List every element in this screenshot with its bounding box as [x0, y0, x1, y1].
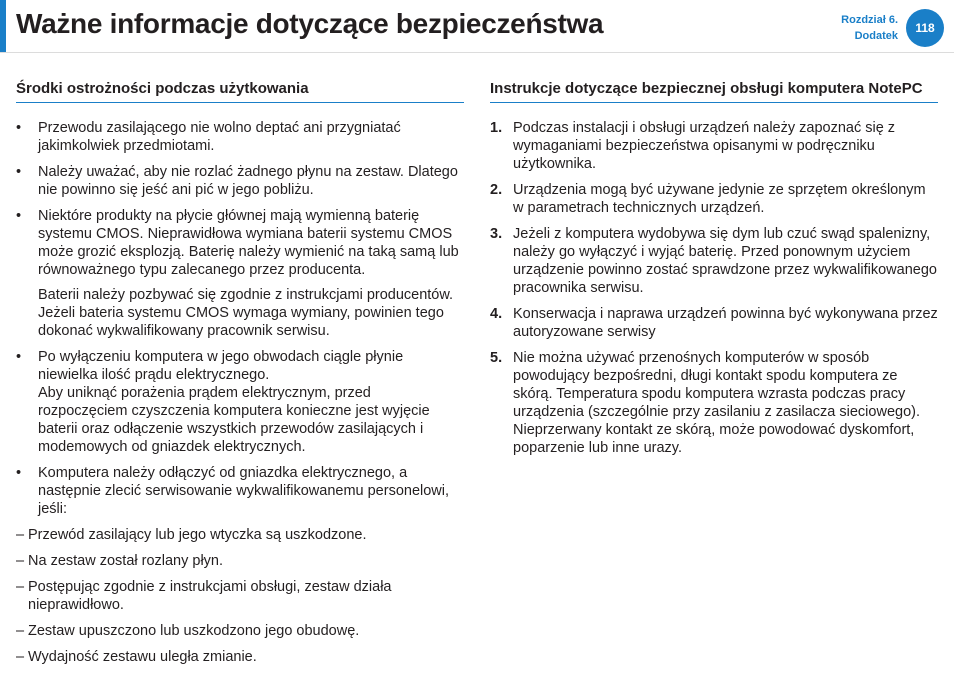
dash-item-text: Zestaw upuszczono lub uszkodzono jego obudowę.	[28, 623, 360, 639]
dash-item-text: Na zestaw został rozlany płyn.	[28, 553, 224, 569]
header-divider	[0, 52, 954, 53]
header-accent-bar	[0, 0, 6, 52]
step-number: 4.	[490, 306, 503, 322]
step-item	[490, 181, 938, 217]
dash-marker: –	[16, 623, 25, 639]
bullet-marker: •	[16, 208, 22, 224]
list-item-extra-text: Aby uniknąć porażenia prądem elektrycznym, przed rozpoczęciem czyszczenia komputera konieczne jest wyjęcie baterii oraz odłączenie wszystkich przewodów zasilających i modemowych od gniazdek elektrycznych.	[38, 385, 430, 455]
dash-item	[16, 622, 464, 640]
list-item	[16, 163, 464, 199]
step-text: Jeżeli z komputera wydobywa się dym lub czuć swąd spalenizny, należy go wyłączyć i wyjąć baterię. Przed ponownym użyciem urządzenie powinno zostać sprawdzone przez wykwalifikowanego pracownika serwisu.	[513, 226, 937, 296]
dash-marker: –	[16, 649, 25, 665]
step-text: Podczas instalacji i obsługi urządzeń należy zapoznać się z wymaganiami bezpieczeństwa opisanymi w podręczniku użytkownika.	[513, 120, 896, 172]
dash-item-text: Przewód zasilający lub jego wtyczka są uszkodzone.	[28, 527, 367, 543]
dash-item	[16, 526, 464, 544]
bullet-marker: •	[16, 349, 22, 365]
bullet-marker: •	[16, 465, 22, 481]
list-item-text: Komputera należy odłączyć od gniazdka elektrycznego, a następnie zlecić serwisowanie wykwalifikowanemu personelowi, jeśli:	[38, 465, 450, 517]
dash-item	[16, 648, 464, 666]
list-item	[16, 119, 464, 155]
list-item-text: Po wyłączeniu komputera w jego obwodach ciągle płynie niewielka ilość prądu elektrycznego.	[38, 349, 404, 383]
chapter-label	[841, 12, 898, 44]
service-conditions-list	[16, 526, 464, 666]
step-number: 5.	[490, 350, 503, 366]
list-item	[16, 207, 464, 340]
bullet-marker: •	[16, 120, 22, 136]
step-text: Urządzenia mogą być używane jedynie ze sprzętem określonym w parametrach technicznych urządzeń.	[513, 182, 926, 216]
dash-item	[16, 578, 464, 614]
list-item-text: Przewodu zasilającego nie wolno deptać ani przygniatać jakimkolwiek przedmiotami.	[38, 120, 401, 154]
section-heading-safe-handling: Instrukcje dotyczące bezpiecznej obsługi komputera NotePC	[490, 78, 938, 103]
dash-item	[16, 552, 464, 570]
dash-marker: –	[16, 553, 25, 569]
step-item	[490, 349, 938, 457]
left-column	[16, 78, 464, 674]
safe-handling-steps	[490, 119, 938, 457]
chapter-name: Dodatek	[854, 30, 898, 42]
dash-marker: –	[16, 579, 25, 595]
list-item	[16, 464, 464, 518]
step-text: Nie można używać przenośnych komputerów w sposób powodujący bezpośredni, długi kontakt spodu komputera ze skórą. Temperatura spodu komputera wzrasta podczas pracy urządzenia (szczególnie przy zasilaniu z zasilacza sieciowego). Nieprzerwany kontakt ze skórą, może powodować dyskomfort, poparzenie lub inne urazy.	[513, 350, 920, 456]
list-item-text: Niektóre produkty na płycie głównej mają wymienną baterię systemu CMOS. Nieprawidłowa wymiana baterii systemu CMOS może grozić eksplozją. Baterię należy wymienić na taką samą lub równoważnego typu zalecanego przez producenta.	[38, 208, 459, 278]
precautions-list	[16, 119, 464, 518]
list-item-text: Należy uważać, aby nie rozlać żadnego płynu na zestaw. Dlatego nie powinno się jeść ani pić w jego pobliżu.	[38, 164, 458, 198]
right-column	[490, 78, 938, 465]
page-title: Ważne informacje dotyczące bezpieczeństwa	[16, 8, 604, 39]
step-number: 1.	[490, 120, 503, 136]
page-number-badge: 118	[906, 9, 944, 47]
step-text: Konserwacja i naprawa urządzeń powinna być wykonywana przez autoryzowane serwisy	[513, 306, 938, 340]
step-number: 3.	[490, 226, 503, 242]
list-item-extra-text: Baterii należy pozbywać się zgodnie z instrukcjami producentów. Jeżeli bateria systemu CMOS wymaga wymiany, powinien tego dokonać wykwalifikowany pracownik serwisu.	[38, 287, 454, 339]
step-number: 2.	[490, 182, 503, 198]
dash-item-text: Wydajność zestawu uległa zmianie.	[28, 649, 257, 665]
dash-item-text: Postępując zgodnie z instrukcjami obsługi, zestaw działa nieprawidłowo.	[28, 579, 392, 613]
section-heading-usage-precautions: Środki ostrożności podczas użytkowania	[16, 78, 464, 103]
step-item	[490, 305, 938, 341]
step-item	[490, 225, 938, 297]
dash-marker: –	[16, 527, 25, 543]
chapter-number: Rozdział 6.	[841, 14, 898, 26]
step-item	[490, 119, 938, 173]
bullet-marker: •	[16, 164, 22, 180]
list-item	[16, 348, 464, 456]
